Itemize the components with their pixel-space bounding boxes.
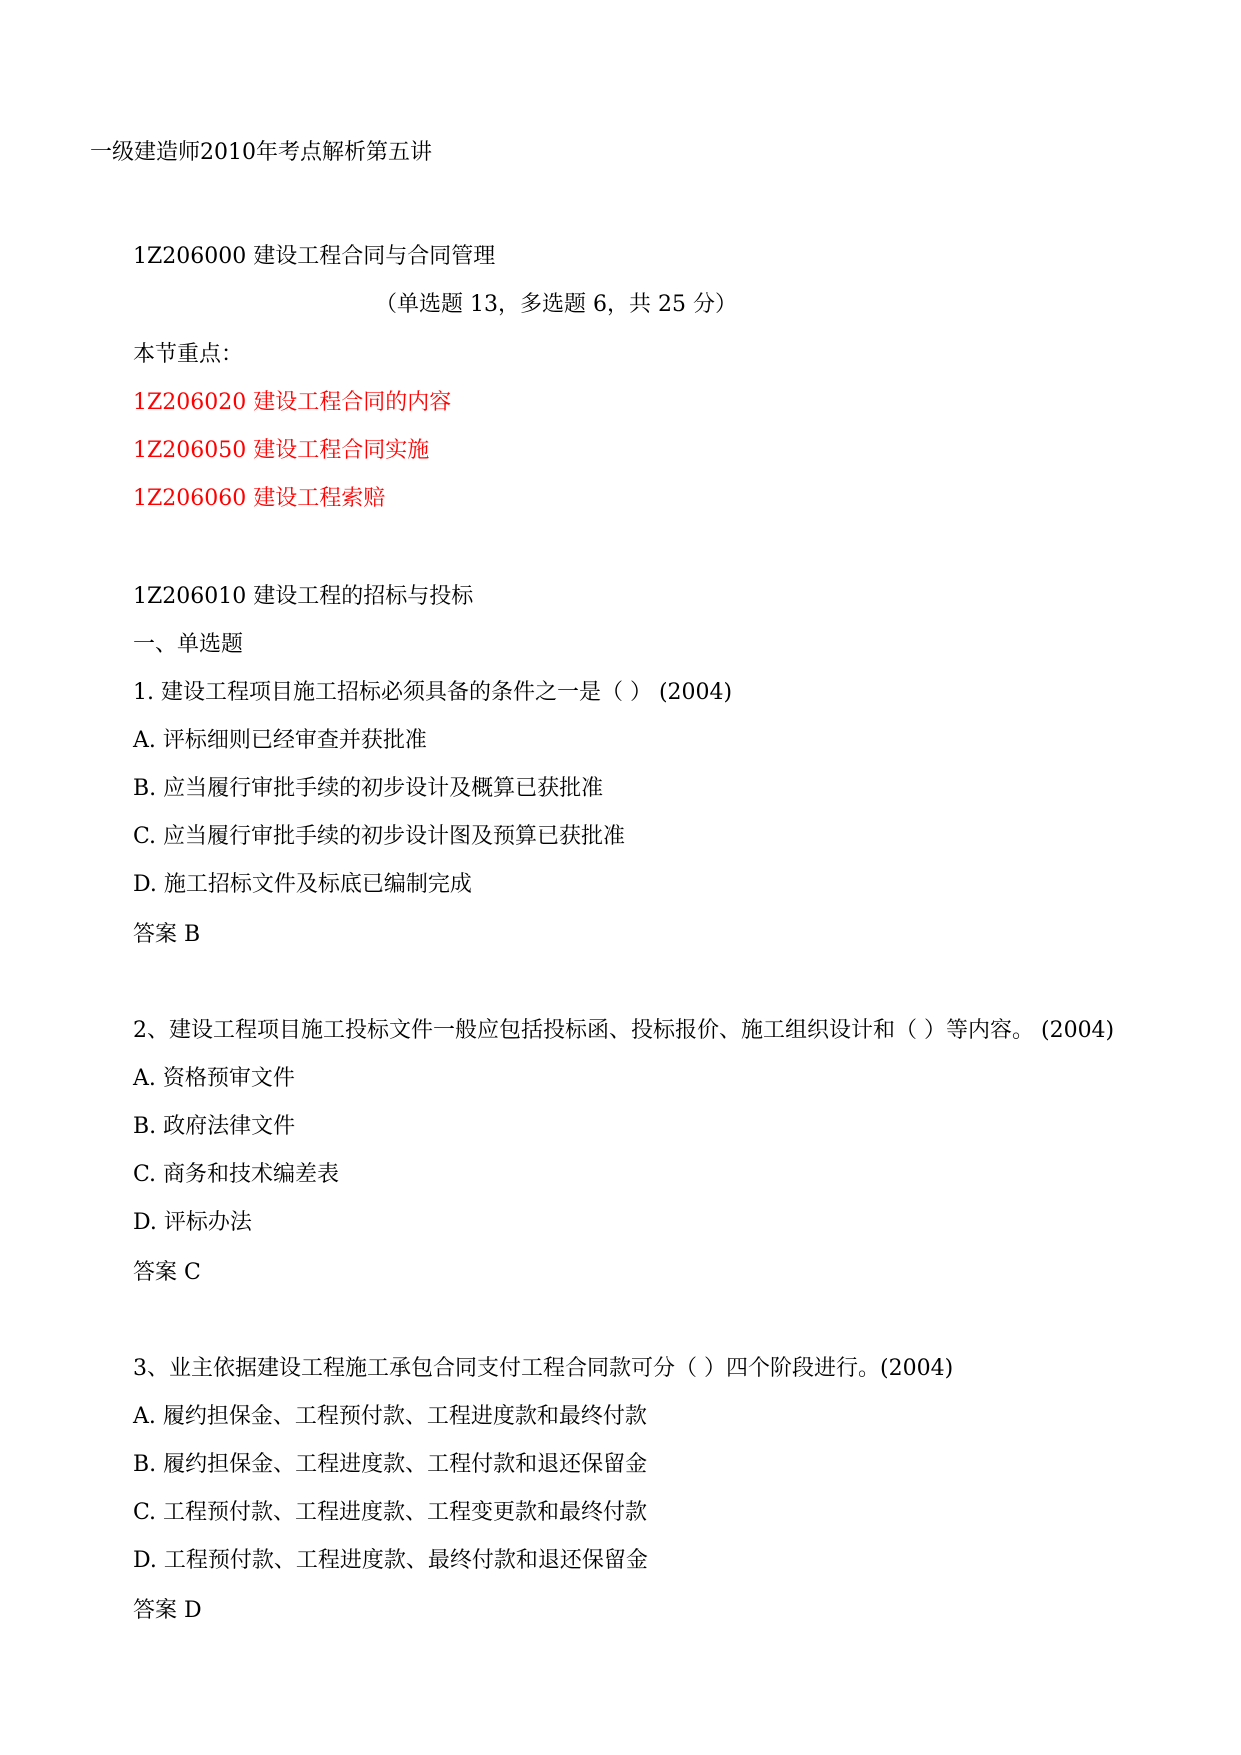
key-point-item: 1Z206020 建设工程合同的内容 xyxy=(133,390,452,415)
question-answer: 答案 D xyxy=(133,1598,202,1623)
question-option: D. 施工招标文件及标底已编制完成 xyxy=(133,872,472,897)
question-option: D. 评标办法 xyxy=(133,1210,252,1235)
question-option: C. 应当履行审批手续的初步设计图及预算已获批准 xyxy=(133,824,626,849)
subsection-heading: 1Z206010 建设工程的招标与投标 xyxy=(133,584,474,609)
key-point-item: 1Z206050 建设工程合同实施 xyxy=(133,438,430,463)
question-answer: 答案 C xyxy=(133,1260,201,1285)
question-option: B. 政府法律文件 xyxy=(133,1114,296,1139)
section-score-note: （单选题 13，多选题 6，共 25 分） xyxy=(375,292,737,317)
question-answer: 答案 B xyxy=(133,922,201,947)
question-option: B. 履约担保金、工程进度款、工程付款和退还保留金 xyxy=(133,1452,648,1477)
question-option: A. 资格预审文件 xyxy=(133,1066,295,1091)
question-option: C. 工程预付款、工程进度款、工程变更款和最终付款 xyxy=(133,1500,648,1525)
question-option: A. 评标细则已经审查并获批准 xyxy=(133,728,427,753)
question-option: D. 工程预付款、工程进度款、最终付款和退还保留金 xyxy=(133,1548,648,1573)
question-option: B. 应当履行审批手续的初步设计及概算已获批准 xyxy=(133,776,604,801)
question-option: A. 履约担保金、工程预付款、工程进度款和最终付款 xyxy=(133,1404,647,1429)
document-title: 一级建造师2010年考点解析第五讲 xyxy=(90,140,432,165)
question-stem: 2、建设工程项目施工投标文件一般应包括投标函、投标报价、施工组织设计和（ ）等内容。 (2004) xyxy=(133,1018,1115,1043)
key-point-item: 1Z206060 建设工程索赔 xyxy=(133,486,386,511)
question-option: C. 商务和技术编差表 xyxy=(133,1162,340,1187)
section-heading: 1Z206000 建设工程合同与合同管理 xyxy=(133,244,496,269)
question-stem: 3、业主依据建设工程施工承包合同支付工程合同款可分（ ）四个阶段进行。(2004) xyxy=(133,1356,954,1381)
key-points-label: 本节重点： xyxy=(133,342,244,367)
question-stem: 1. 建设工程项目施工招标必须具备的条件之一是（ ） (2004) xyxy=(133,680,733,705)
question-type-label: 一、单选题 xyxy=(133,632,244,657)
